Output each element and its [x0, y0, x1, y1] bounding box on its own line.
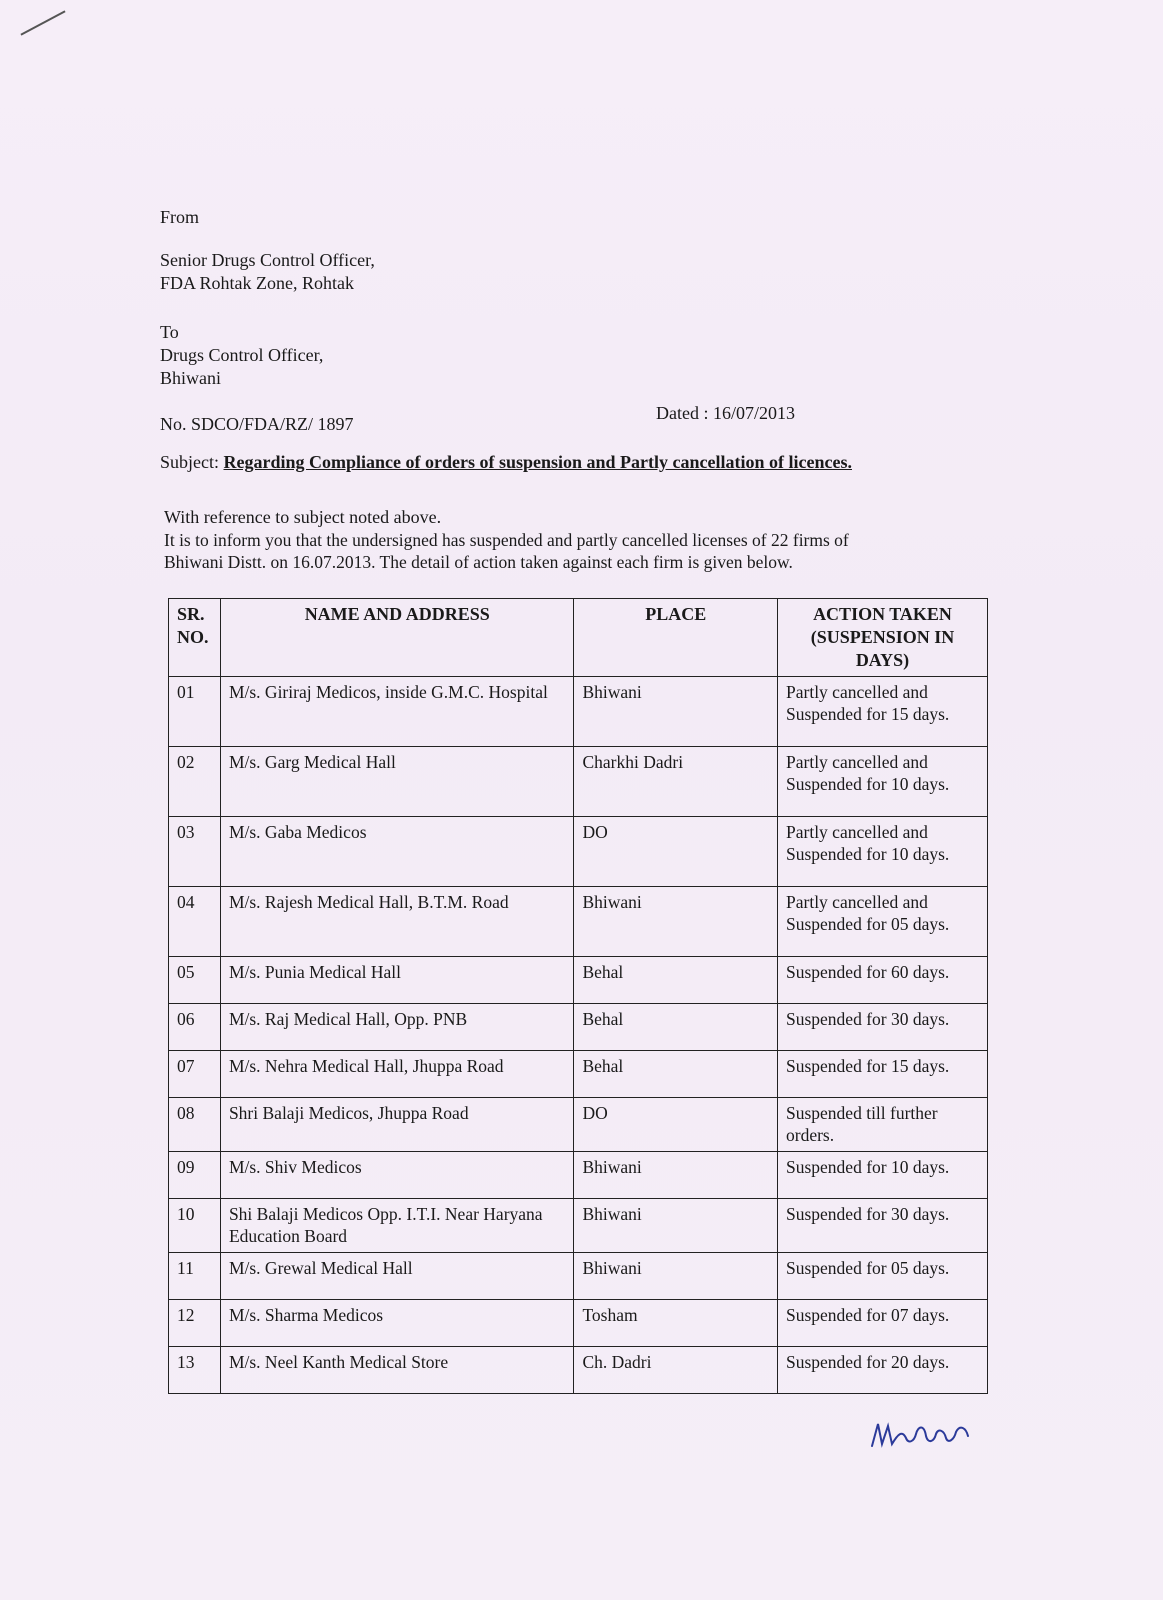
row-place: Ch. Dadri [574, 1346, 778, 1393]
header-name-address: NAME AND ADDRESS [220, 599, 574, 677]
table-header-row [169, 599, 988, 677]
table-row [169, 677, 988, 747]
row-action: Suspended for 15 days. [778, 1051, 988, 1098]
row-action: Suspended for 30 days. [778, 1198, 988, 1252]
to-label: To [160, 322, 179, 342]
row-place: Bhiwani [574, 1151, 778, 1198]
row-place: DO [574, 817, 778, 887]
intro-paragraph: With reference to subject noted above. [164, 507, 442, 527]
row-name: M/s. Sharma Medicos [220, 1299, 574, 1346]
row-action: Suspended for 10 days. [778, 1151, 988, 1198]
body-paragraph-line-2: Bhiwani Distt. on 16.07.2013. The detail of action taken against each firm is given below. [164, 552, 793, 572]
header-action-taken: ACTION TAKEN (SUSPENSION IN DAYS) [778, 599, 988, 677]
row-name: M/s. Nehra Medical Hall, Jhuppa Road [220, 1051, 574, 1098]
row-name: M/s. Raj Medical Hall, Opp. PNB [220, 1004, 574, 1051]
table-row [169, 1051, 988, 1098]
row-place: Bhiwani [574, 1252, 778, 1299]
row-place: Bhiwani [574, 1198, 778, 1252]
row-action: Suspended for 07 days. [778, 1299, 988, 1346]
scan-pen-mark [20, 10, 65, 35]
row-name: M/s. Neel Kanth Medical Store [220, 1346, 574, 1393]
table-row [169, 1346, 988, 1393]
row-sr: 02 [169, 747, 221, 817]
table-row [169, 1252, 988, 1299]
to-line-2: Bhiwani [160, 368, 221, 388]
row-sr: 03 [169, 817, 221, 887]
row-name: M/s. Grewal Medical Hall [220, 1252, 574, 1299]
row-action: Suspended till further orders. [778, 1098, 988, 1152]
header-sr-no: SR. NO. [169, 599, 221, 677]
row-name: Shi Balaji Medicos Opp. I.T.I. Near Haryana Education Board [220, 1198, 574, 1252]
row-place: DO [574, 1098, 778, 1152]
row-sr: 08 [169, 1098, 221, 1152]
row-sr: 07 [169, 1051, 221, 1098]
row-place: Behal [574, 957, 778, 1004]
body-paragraph-line-1: It is to inform you that the undersigned has suspended and partly cancelled licenses of 22 firms of [164, 530, 849, 550]
signature-icon [868, 1414, 978, 1454]
from-line-2: FDA Rohtak Zone, Rohtak [160, 273, 354, 293]
table-row [169, 747, 988, 817]
row-name: M/s. Rajesh Medical Hall, B.T.M. Road [220, 887, 574, 957]
subject-line [160, 452, 852, 473]
firms-table [168, 598, 988, 1394]
table-row [169, 1098, 988, 1152]
table-row [169, 1198, 988, 1252]
to-line-1: Drugs Control Officer, [160, 345, 324, 365]
reference-number: No. SDCO/FDA/RZ/ 1897 [160, 414, 354, 434]
table-row [169, 1151, 988, 1198]
row-sr: 10 [169, 1198, 221, 1252]
row-action: Suspended for 05 days. [778, 1252, 988, 1299]
table-row [169, 887, 988, 957]
row-name: M/s. Punia Medical Hall [220, 957, 574, 1004]
header-place: PLACE [574, 599, 778, 677]
table-row [169, 817, 988, 887]
row-place: Bhiwani [574, 887, 778, 957]
from-label: From [160, 207, 200, 227]
row-name: Shri Balaji Medicos, Jhuppa Road [220, 1098, 574, 1152]
row-place: Bhiwani [574, 677, 778, 747]
row-action: Partly cancelled and Suspended for 10 days. [778, 747, 988, 817]
subject-label: Subject: [160, 452, 219, 472]
from-line-1: Senior Drugs Control Officer, [160, 250, 375, 270]
row-sr: 01 [169, 677, 221, 747]
row-place: Behal [574, 1051, 778, 1098]
row-action: Suspended for 60 days. [778, 957, 988, 1004]
row-sr: 13 [169, 1346, 221, 1393]
row-sr: 11 [169, 1252, 221, 1299]
row-sr: 09 [169, 1151, 221, 1198]
row-sr: 04 [169, 887, 221, 957]
row-sr: 06 [169, 1004, 221, 1051]
row-sr: 12 [169, 1299, 221, 1346]
table-row [169, 957, 988, 1004]
letter-date: Dated : 16/07/2013 [656, 403, 795, 423]
row-sr: 05 [169, 957, 221, 1004]
row-action: Partly cancelled and Suspended for 10 days. [778, 817, 988, 887]
row-place: Charkhi Dadri [574, 747, 778, 817]
row-place: Behal [574, 1004, 778, 1051]
row-name: M/s. Shiv Medicos [220, 1151, 574, 1198]
table-row [169, 1299, 988, 1346]
row-place: Tosham [574, 1299, 778, 1346]
row-action: Suspended for 30 days. [778, 1004, 988, 1051]
row-name: M/s. Giriraj Medicos, inside G.M.C. Hospital [220, 677, 574, 747]
subject-title: Regarding Compliance of orders of suspension and Partly cancellation of licences. [223, 452, 852, 472]
row-action: Partly cancelled and Suspended for 15 days. [778, 677, 988, 747]
table-row [169, 1004, 988, 1051]
row-action: Suspended for 20 days. [778, 1346, 988, 1393]
row-action: Partly cancelled and Suspended for 05 days. [778, 887, 988, 957]
row-name: M/s. Gaba Medicos [220, 817, 574, 887]
row-name: M/s. Garg Medical Hall [220, 747, 574, 817]
